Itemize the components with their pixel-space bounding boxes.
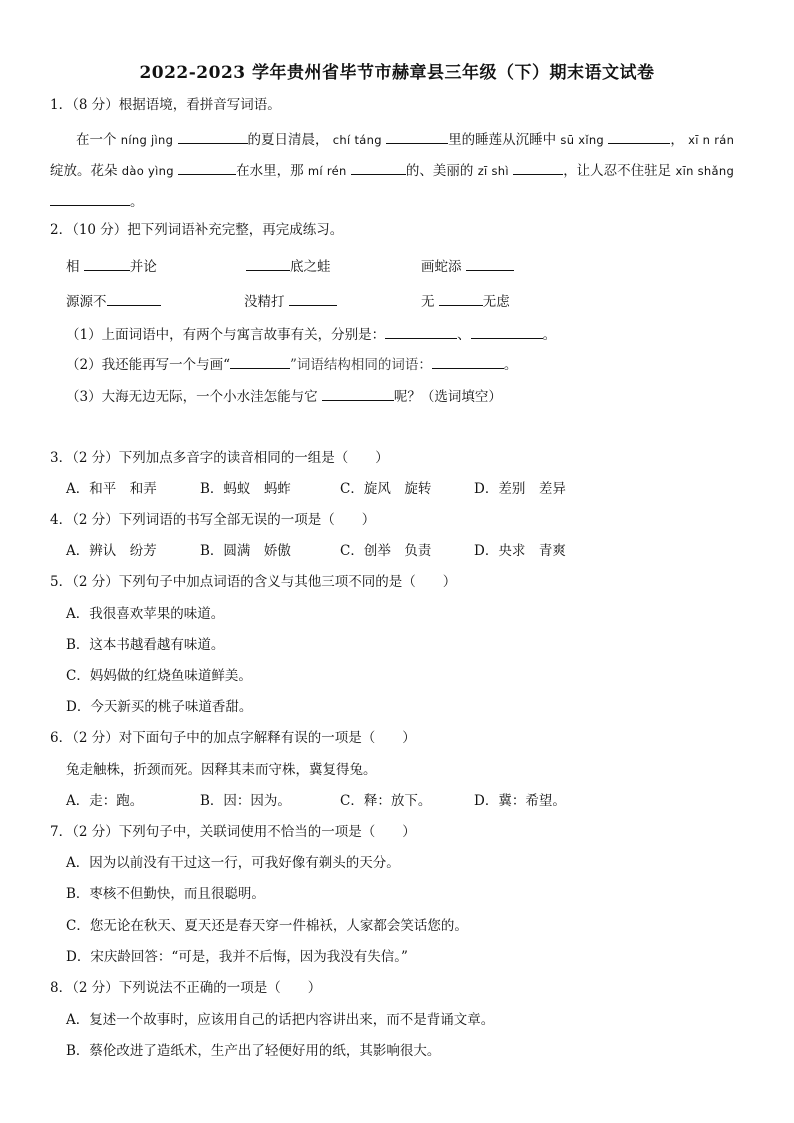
answer-blank[interactable] (246, 256, 290, 271)
q2-w3-prefix: 画蛇添 (421, 259, 462, 275)
q6-passage: 兔走触株，折颈而死。因释其耒而守株，冀复得兔。 (66, 762, 377, 778)
q2-stem: 2．（10 分）把下列词语补充完整，再完成练习。 (50, 222, 344, 238)
q1-pinyin-2: chí táng (332, 133, 382, 147)
q4-option-d[interactable]: D．央求 青爽 (474, 543, 566, 559)
q4-option-a[interactable]: A．辨认 纷芳 (66, 543, 157, 559)
q5-option-a[interactable]: A．我很喜欢苹果的味道。 (66, 606, 225, 622)
q2-w6-suffix: 无虑 (482, 294, 510, 310)
q1-pinyin-7: zī shì (477, 164, 509, 178)
q3-stem: 3．（2 分）下列加点多音字的读音相同的一组是（ ） (50, 450, 389, 466)
answer-blank[interactable] (107, 291, 161, 306)
q4-option-b[interactable]: B．圆满 娇傲 (200, 543, 291, 559)
q7-stem: 7．（2 分）下列句子中，关联词使用不恰当的一项是（ ） (50, 824, 416, 840)
q1-pinyin-1: níng jìng (120, 133, 174, 147)
answer-blank[interactable] (322, 386, 394, 401)
q3-option-a[interactable]: A．和平 和弄 (66, 481, 157, 497)
answer-blank[interactable] (471, 324, 543, 339)
q7-option-c[interactable]: C．您无论在秋天、夏天还是春天穿一件棉袄，人家都会笑话您的。 (66, 918, 468, 934)
q2-w2-suffix: 底之蛙 (290, 259, 331, 275)
q1-l1-text-d: ， (670, 132, 684, 148)
answer-blank[interactable] (230, 354, 290, 369)
q5-option-b[interactable]: B．这本书越看越有味道。 (66, 637, 225, 653)
q3-option-d[interactable]: D．差别 差异 (474, 481, 566, 497)
q2-w6-prefix: 无 (421, 294, 435, 310)
q1-pinyin-5: dào yìng (121, 164, 174, 178)
answer-blank[interactable] (608, 129, 670, 144)
q2-word-4 (66, 291, 161, 311)
q1-l1-text-a: 在一个 (76, 132, 117, 148)
q2-s2-end: 。 (503, 357, 518, 373)
q1-pinyin-4: xī n rán (688, 133, 735, 147)
q1-line2 (50, 160, 734, 180)
q1-pinyin-8: xīn shǎng (675, 164, 735, 178)
q2-word-2 (246, 256, 331, 276)
q6-option-c[interactable]: C．释：放下。 (340, 793, 432, 809)
answer-blank[interactable] (386, 129, 448, 144)
q5-option-c[interactable]: C．妈妈做的红烧鱼味道鲜美。 (66, 668, 252, 684)
q6-stem: 6．（2 分）对下面句子中的加点字解释有误的一项是（ ） (50, 730, 416, 746)
q7-option-d[interactable]: D．宋庆龄回答：“可是，我并不后悔，因为我没有失信。” (66, 949, 408, 965)
q1-l2-text-c: 的、美丽的 (405, 163, 474, 179)
q2-s3-text-b: 呢？（选词填空） (393, 389, 502, 405)
q2-w1-suffix: 并论 (129, 259, 157, 275)
q8-option-b[interactable]: B．蔡伦改进了造纸术，生产出了轻便好用的纸，其影响很大。 (66, 1043, 441, 1059)
answer-blank[interactable] (466, 256, 514, 271)
q6-option-b[interactable]: B．因：因为。 (200, 793, 291, 809)
answer-blank[interactable] (178, 160, 236, 175)
q3-option-c[interactable]: C．旋风 旋转 (340, 481, 432, 497)
q1-l2-text-b: 在水里，那 (236, 163, 304, 179)
q1-l1-text-b: 的夏日清晨， (247, 132, 329, 148)
q4-option-c[interactable]: C．创举 负责 (340, 543, 432, 559)
q1-pinyin-6: mí rén (307, 164, 347, 178)
q2-s1-end: 。 (542, 327, 557, 343)
q1-line1 (76, 129, 734, 149)
answer-blank[interactable] (289, 291, 337, 306)
q1-l2-text-a: 绽放。花朵 (50, 163, 118, 179)
q1-line3 (50, 191, 144, 211)
q2-s2-text-a: （2）我还能再写一个与画“ (66, 357, 230, 373)
q5-option-d[interactable]: D．今天新买的桃子味道香甜。 (66, 699, 253, 715)
answer-blank[interactable] (351, 160, 406, 175)
answer-blank[interactable] (385, 324, 457, 339)
q2-sub-1 (66, 324, 556, 344)
q2-word-3 (421, 256, 514, 276)
answer-blank[interactable] (432, 354, 504, 369)
q2-word-1 (66, 256, 157, 276)
q2-w5-prefix: 没精打 (244, 294, 285, 310)
q2-sub-2 (66, 354, 517, 374)
answer-blank[interactable] (84, 256, 130, 271)
q6-option-a[interactable]: A．走：跑。 (66, 793, 144, 809)
q2-sub-3 (66, 386, 502, 406)
q2-w4-prefix: 源源不 (66, 294, 107, 310)
q2-s2-text-b: ”词语结构相同的词语： (290, 357, 432, 373)
answer-blank[interactable] (513, 160, 563, 175)
q7-option-a[interactable]: A．因为以前没有干过这一行，可我好像有剃头的天分。 (66, 855, 400, 871)
q1-l1-text-c: 里的睡莲从沉睡中 (448, 132, 557, 148)
q3-option-b[interactable]: B．蚂蚁 蚂蚱 (200, 481, 291, 497)
q1-stem: 1．（8 分）根据语境，看拼音写词语。 (50, 97, 281, 113)
q5-stem: 5．（2 分）下列句子中加点词语的含义与其他三项不同的是（ ） (50, 574, 457, 590)
q6-option-d[interactable]: D．冀：希望。 (474, 793, 566, 809)
page-title: 2022-2023 学年贵州省毕节市赫章县三年级（下）期末语文试卷 (139, 63, 655, 83)
q8-option-a[interactable]: A．复述一个故事时，应该用自己的话把内容讲出来，而不是背诵文章。 (66, 1012, 495, 1028)
q2-w1-prefix: 相 (66, 259, 80, 275)
q1-l3-end: 。 (130, 194, 144, 210)
q1-l2-text-d: ，让人忍不住驻足 (563, 163, 672, 179)
q2-word-6 (421, 291, 510, 311)
answer-blank[interactable] (50, 191, 130, 206)
answer-blank[interactable] (439, 291, 483, 306)
q4-stem: 4．（2 分）下列词语的书写全部无误的一项是（ ） (50, 512, 376, 528)
q7-option-b[interactable]: B．枣核不但勤快，而且很聪明。 (66, 886, 265, 902)
q2-s1-text: （1）上面词语中，有两个与寓言故事有关，分别是： (66, 327, 386, 343)
q2-word-5 (244, 291, 337, 311)
q8-stem: 8．（2 分）下列说法不正确的一项是（ ） (50, 980, 322, 996)
answer-blank[interactable] (178, 129, 248, 144)
q2-s3-text-a: （3）大海无边无际，一个小水洼怎能与它 (66, 389, 318, 405)
q2-s1-sep: 、 (457, 327, 471, 343)
q1-pinyin-3: sū xǐng (560, 133, 605, 147)
